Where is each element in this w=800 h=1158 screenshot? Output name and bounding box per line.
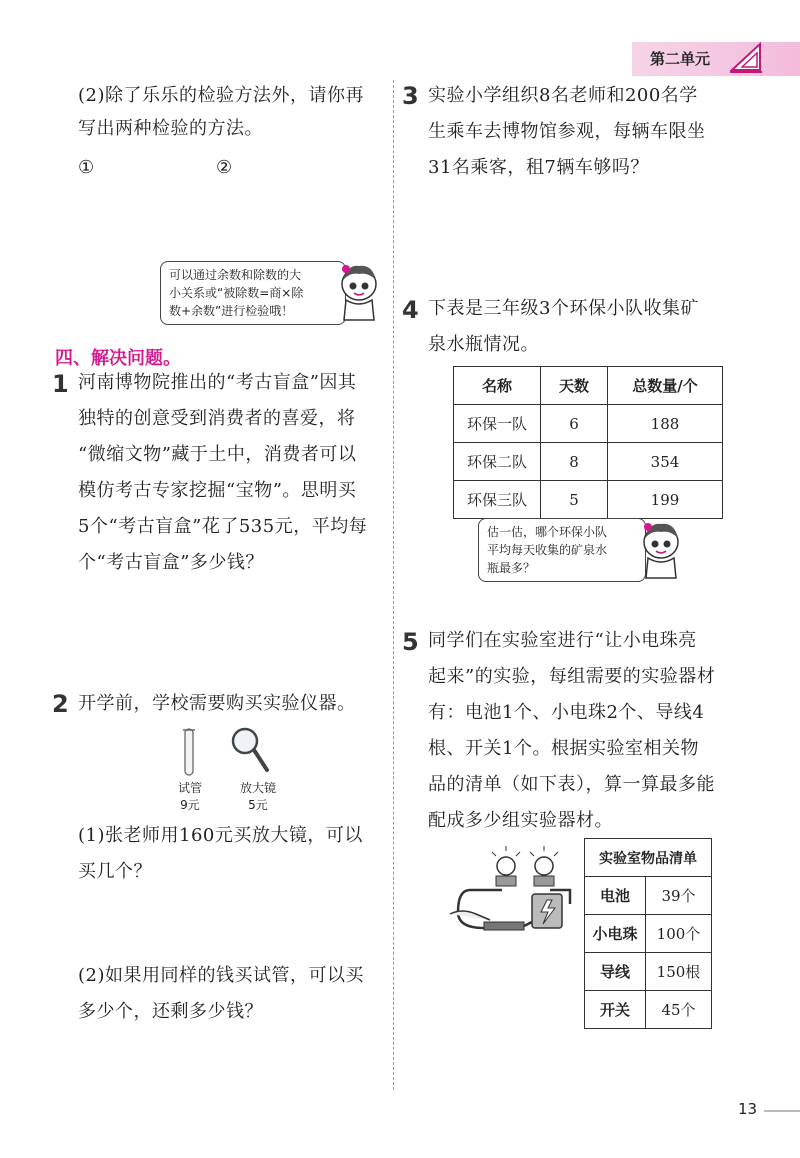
table-cell-item: 开关 <box>585 991 646 1029</box>
hint-bubble-check <box>160 261 346 325</box>
p2-intro: 开学前，学校需要购买实验仪器。 <box>78 693 356 714</box>
magnifier-icon <box>230 726 270 774</box>
p4-line: 下表是三年级3个环保小队收集矿 <box>428 298 699 319</box>
p5-line: 起来”的实验，每组需要的实验器材 <box>428 666 716 687</box>
page-number: 13 <box>738 1100 758 1118</box>
answer-option-1: ① <box>78 157 95 178</box>
p1-line: 个“考古盲盒”多少钱？ <box>78 552 264 573</box>
table-cell: 199 <box>608 481 723 519</box>
problem-number-1: 1 <box>52 370 69 398</box>
table-cell-qty: 100个 <box>646 915 712 953</box>
p2-q2-line1: (2)如果用同样的钱买试管，可以买 <box>78 965 364 986</box>
problem-number-2: 2 <box>52 690 69 718</box>
section-title: 四、解决问题。 <box>55 348 181 369</box>
unit-label: 第二单元 <box>650 50 711 68</box>
table-cell-qty: 45个 <box>646 991 712 1029</box>
table-row <box>585 915 712 953</box>
p5-line: 有：电池1个、小电珠2个、导线4 <box>428 702 705 723</box>
q2-part2-line1: (2)除了乐乐的检验方法外，请你再 <box>78 85 364 106</box>
p3-line: 31名乘客，租7辆车够吗？ <box>428 157 649 178</box>
ruler-triangle-icon <box>728 40 764 74</box>
girl-mascot-icon <box>636 520 686 582</box>
table-cell: 8 <box>541 443 608 481</box>
table-cell: 环保二队 <box>454 443 541 481</box>
hint-line: 数+余数”进行检验哦！ <box>169 304 294 318</box>
hint-line: 可以通过余数和除数的大 <box>169 268 302 282</box>
problem-number-5: 5 <box>402 628 419 656</box>
table-cell-item: 导线 <box>585 953 646 991</box>
table-row <box>454 481 723 519</box>
table-header-cell: 名称 <box>454 367 541 405</box>
test-tube-icon <box>180 728 198 780</box>
table-header-cell: 总数量/个 <box>608 367 723 405</box>
table-header-row <box>454 367 723 405</box>
p3-line: 生乘车去博物馆参观，每辆车限坐 <box>428 121 706 142</box>
hint-line: 平均每天收集的矿泉水 <box>487 543 608 557</box>
problem-number-4: 4 <box>402 296 419 324</box>
answer-option-2: ② <box>216 157 233 178</box>
p1-line: 5个“考古盲盒”花了535元，平均每 <box>78 516 368 537</box>
lab-inventory-table <box>584 838 712 1029</box>
page-number-rule <box>764 1110 800 1112</box>
table-cell: 188 <box>608 405 723 443</box>
column-divider <box>393 80 394 1090</box>
table-header-cell: 天数 <box>541 367 608 405</box>
table-cell-item: 电池 <box>585 877 646 915</box>
girl-mascot-icon <box>334 262 384 324</box>
table-cell-qty: 150根 <box>646 953 712 991</box>
table-row <box>454 405 723 443</box>
p3-line: 实验小学组织8名老师和200名学 <box>428 85 698 106</box>
table-cell: 6 <box>541 405 608 443</box>
q2-part2-line2: 写出两种检验的方法。 <box>78 118 263 139</box>
test-tube-label <box>168 780 212 814</box>
p1-line: “微缩文物”藏于土中，消费者可以 <box>78 444 357 465</box>
p2-q1-line1: (1)张老师用160元买放大镜，可以 <box>78 825 363 846</box>
p1-line: 独特的创意受到消费者的喜爱，将 <box>78 408 356 429</box>
item-price: 9元 <box>180 798 200 812</box>
recycling-team-table <box>453 366 723 519</box>
table-row <box>585 953 712 991</box>
p4-line: 泉水瓶情况。 <box>428 334 539 355</box>
table-cell: 环保三队 <box>454 481 541 519</box>
hint-bubble-estimate <box>478 518 646 582</box>
item-name: 试管 <box>177 781 202 795</box>
p2-q1-line2: 买几个？ <box>78 861 152 882</box>
p5-line: 根、开关1个。根据实验室相关物 <box>428 738 699 759</box>
hint-line: 小关系或“被除数=商×除 <box>169 286 304 300</box>
table-row <box>585 877 712 915</box>
p1-line: 模仿考古专家挖掘“宝物”。思明买 <box>78 480 357 501</box>
table-row <box>585 991 712 1029</box>
hint-line: 瓶最多？ <box>487 561 536 575</box>
p2-q2-line2: 多少个，还剩多少钱？ <box>78 1001 263 1022</box>
item-price: 5元 <box>248 798 268 812</box>
table-cell-item: 小电珠 <box>585 915 646 953</box>
p5-line: 配成多少组实验器材。 <box>428 810 613 831</box>
p5-line: 同学们在实验室进行“让小电珠亮 <box>428 630 697 651</box>
inventory-title: 实验室物品清单 <box>585 839 712 877</box>
item-name: 放大镜 <box>239 781 276 795</box>
table-row <box>454 443 723 481</box>
magnifier-label <box>230 780 286 814</box>
hint-line: 估一估，哪个环保小队 <box>487 525 608 539</box>
circuit-illustration <box>440 842 580 938</box>
table-title-row <box>585 839 712 877</box>
table-cell: 环保一队 <box>454 405 541 443</box>
p5-line: 品的清单（如下表），算一算最多能 <box>428 774 715 795</box>
p1-line: 河南博物院推出的“考古盲盒”因其 <box>78 372 357 393</box>
table-cell: 5 <box>541 481 608 519</box>
table-cell-qty: 39个 <box>646 877 712 915</box>
table-cell: 354 <box>608 443 723 481</box>
problem-number-3: 3 <box>402 82 419 110</box>
